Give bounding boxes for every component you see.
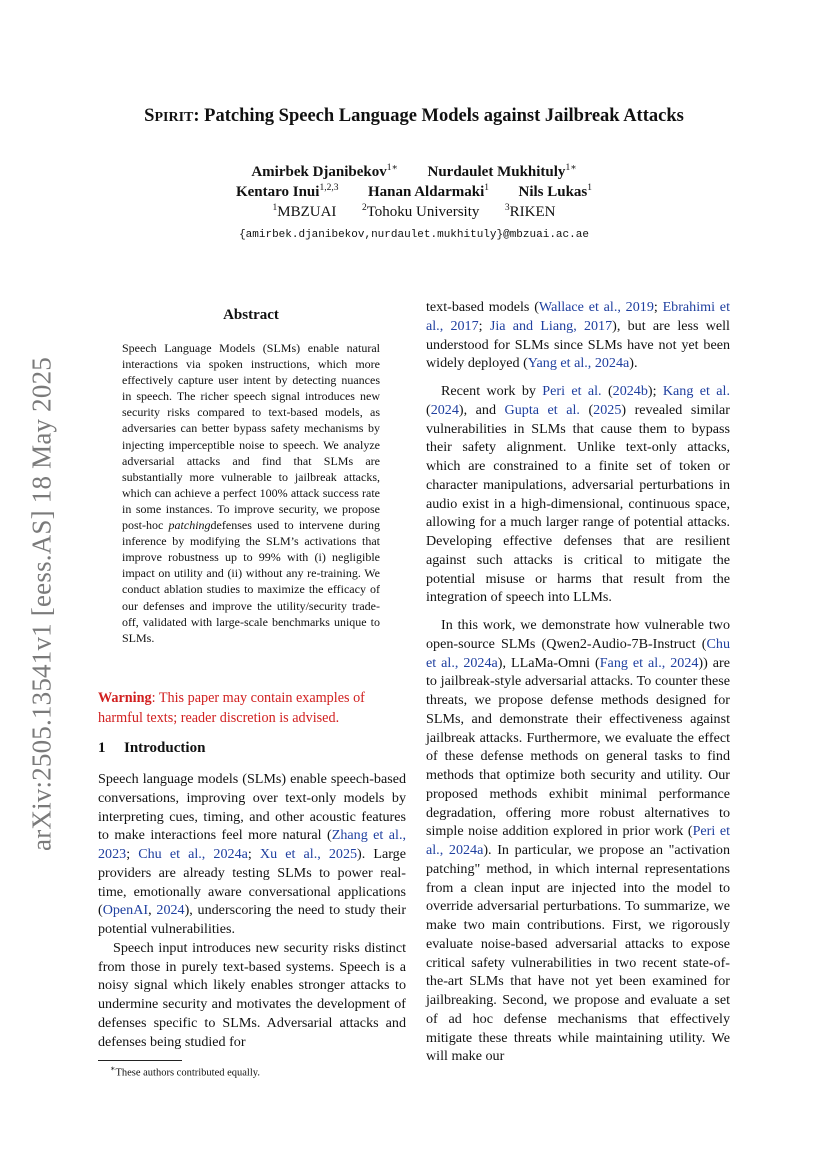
affil-name: MBZUAI (277, 204, 337, 220)
citation-link[interactable]: Fang et al., 2024 (599, 654, 699, 671)
paper-title (0, 106, 828, 127)
paragraph (426, 616, 730, 1066)
author-name: Kentaro Inui (235, 184, 320, 200)
right-column (426, 298, 730, 1066)
author-name: Amirbek Djanibekov (251, 164, 387, 180)
section-title: Introduction (124, 740, 206, 756)
citation-link[interactable]: Peri et al. (542, 383, 602, 399)
abstract-text-2: defenses used to intervene during inference by modifying the SLM’s activations that improve robustness up to 99% with (i) negligible impact on utility and (ii) without any re-training. We conduct ablation studies to maximize the efficacy of our defenses and improve the utility/security trade-off, validated with large-scale benchmarks unique to SLMs. (122, 518, 381, 645)
paragraph-text: ). In particular, we propose an "activation patching" method, in which internal representations from a clean input are injected into the model to override adversarial perturbations. To summarize, we make two main contributions. First, we rigorously evaluate noise-based adversarial attacks to expose critical safety vulnerabilities in two recent state-of-the-art SLMs that have not yet been examined for jailbreaking. Second, we propose and evaluate a set of ad hoc defense mechanisms that effectively mitigate these threats while maintaining utility. We will make our (426, 842, 730, 1065)
title-text: : Patching Speech Language Models against Jailbreak Attacks (193, 106, 684, 126)
citation-link[interactable]: Gupta et al. (504, 401, 580, 418)
footnote (110, 1064, 260, 1079)
paragraph-text: ( (426, 401, 431, 418)
abstract-body (122, 340, 380, 646)
author-affil-mark: 1 (484, 183, 489, 193)
author-affil-mark: 1 (587, 183, 593, 193)
title-smallcaps-rest: PIRIT (154, 110, 194, 125)
citation-link[interactable]: Chu et al., 2024a (426, 635, 730, 671)
author-line-2 (0, 183, 828, 201)
paragraph (98, 770, 406, 939)
paragraph-text: , (148, 902, 157, 919)
paragraph-text: ; (247, 846, 260, 862)
author-name: Nils Lukas (518, 184, 588, 200)
paragraph-text: ; (126, 846, 139, 862)
citation-link[interactable]: Wallace et al., 2019 (538, 299, 654, 315)
paragraph-text: Speech language models (SLMs) enable speech-based conversations, improving over text-only models by interpreting cues, timing, and other acoustic features to make interactions feel more natural ( (98, 771, 406, 844)
paragraph-text: In this work, we demonstrate how vulnerable two open-source SLMs (Qwen2-Audio-7B-Instruct ( (426, 617, 730, 652)
paragraph (426, 298, 730, 373)
footnote-text: These authors contributed equally. (115, 1067, 260, 1079)
section-number: 1 (98, 740, 106, 756)
author-name: Hanan Aldarmaki (367, 184, 485, 200)
author-email[interactable]: {amirbek.djanibekov,nurdaulet.mukhituly}@mbzuai.ac.ae (239, 229, 589, 241)
affiliations (0, 203, 828, 221)
affil-mark: 3 (504, 203, 510, 213)
citation-link[interactable]: Peri et al., 2024a (426, 823, 730, 858)
paragraph-text: )) are to jailbreak-style adversarial attacks. To counter these threats, we propose defense methods designed for SLMs, and demonstrate their effectiveness against jailbreak attacks. Furthermore, we evaluate the effect of these defense methods on general tasks to find methods that optimize both security and utility. Our proposed methods exhibit minimal performance degradation, offering more robust alternatives to simple noise addition explored in prior work ( (426, 654, 730, 840)
paragraph-text: ; (478, 317, 490, 334)
arxiv-identifier: arXiv:2505.13541v1 [eess.AS] 18 May 2025 (26, 357, 57, 851)
citation-link[interactable]: Xu et al., 2025 (259, 846, 358, 862)
affil-mark: 2 (361, 203, 367, 213)
warning-label: Warning (98, 690, 152, 706)
left-column (98, 770, 406, 1051)
paragraph (426, 382, 730, 607)
paragraph-text: ). Large providers are already testing SLMs to power real-time, emotionally aware conversational applications ( (98, 846, 406, 919)
paragraph-text: text-based models ( (426, 299, 539, 315)
citation-link[interactable]: 2025 (593, 401, 622, 418)
paragraph-text: Speech input introduces new security risks distinct from those in purely text-based systems. Speech is a noisy signal which likely enables stronger attacks to undermine security and motivates the development of defenses specific to SLMs. Adversarial attacks and defenses being studied for (98, 939, 406, 1050)
paragraph-text: ; (653, 299, 663, 315)
citation-link[interactable]: Yang et al., 2024a (527, 355, 630, 372)
citation-link[interactable]: 2024 (430, 401, 459, 418)
section-heading-introduction (98, 740, 205, 757)
author-affil-mark: 1,2,3 (319, 183, 339, 193)
content-warning (98, 689, 406, 728)
author-name: Nurdaulet Mukhituly (427, 164, 566, 180)
affil-mark: 1 (272, 203, 278, 213)
citation-link[interactable]: Zhang et al., 2023 (98, 827, 406, 862)
paragraph-text: ( (579, 401, 594, 418)
affil-name: Tohoku University (366, 204, 480, 220)
abstract-heading: Abstract (223, 307, 279, 323)
citation-link[interactable]: Chu et al., 2024a (138, 846, 248, 862)
paragraph-text: ), underscoring the need to study their potential vulnerabilities. (98, 902, 407, 937)
paragraph-text: ) revealed similar vulnerabilities in SLMs that cause them to bypass their safety alignment. Unlike text-only attacks, which are constrained to a finite set of token or character manipulations, adversarial perturbations in audio exist in a high-dimensional, continuous space, allowing for a much larger range of potential attacks. Developing effective defenses that are resilient against such attacks is critical to mitigate the potential misuse or harms that result from the integration of speech into LLMs. (426, 401, 730, 606)
affil-name: RIKEN (509, 204, 556, 220)
warning-text: : This paper may contain examples of harmful texts; reader discretion is advised. (98, 690, 365, 726)
paragraph-text: ), LLaMa-Omni ( (497, 654, 600, 671)
citation-link[interactable]: Ebrahimi et al., 2017 (426, 299, 730, 334)
footnote-divider (98, 1060, 182, 1061)
citation-link[interactable]: Jia and Liang, 2017 (489, 317, 613, 334)
paragraph-text: ), but are less well understood for SLMs since SLMs have not yet been widely deployed ( (426, 317, 730, 372)
author-line-1 (0, 162, 828, 181)
paragraph-text: ). (629, 355, 638, 372)
abstract-emphasis: patching (168, 518, 211, 533)
paragraph-text: ); (647, 383, 663, 399)
author-affil-mark: 1∗ (386, 163, 398, 173)
paragraph-text: Recent work by (441, 383, 543, 399)
citation-link[interactable]: 2024 (156, 902, 185, 919)
citation-link[interactable]: OpenAI (102, 902, 149, 919)
citation-link[interactable]: 2024b (612, 383, 648, 399)
paragraph-text: ( (601, 383, 613, 399)
author-affil-mark: 1∗ (565, 163, 577, 173)
paragraph (98, 939, 406, 1052)
paragraph-text: ), and (458, 401, 505, 418)
citation-link[interactable]: Kang et al. (662, 383, 730, 399)
footnote-mark: ∗ (110, 1064, 116, 1073)
abstract-text-1: Speech Language Models (SLMs) enable natural interactions via spoken instructions, which more effectively capture user intent by detecting nuances in speech. The richer speech signal introduces new security risks compared to text-based models, as adversaries can better bypass safety mechanisms by injecting imperceptible noise to speech. We analyze adversarial attacks and find that SLMs are substantially more vulnerable to jailbreak attacks, which can achieve a perfect 100% attack success rate in some instances. To improve security, we propose post-hoc (122, 341, 380, 533)
title-smallcaps-initial: S (144, 106, 155, 126)
